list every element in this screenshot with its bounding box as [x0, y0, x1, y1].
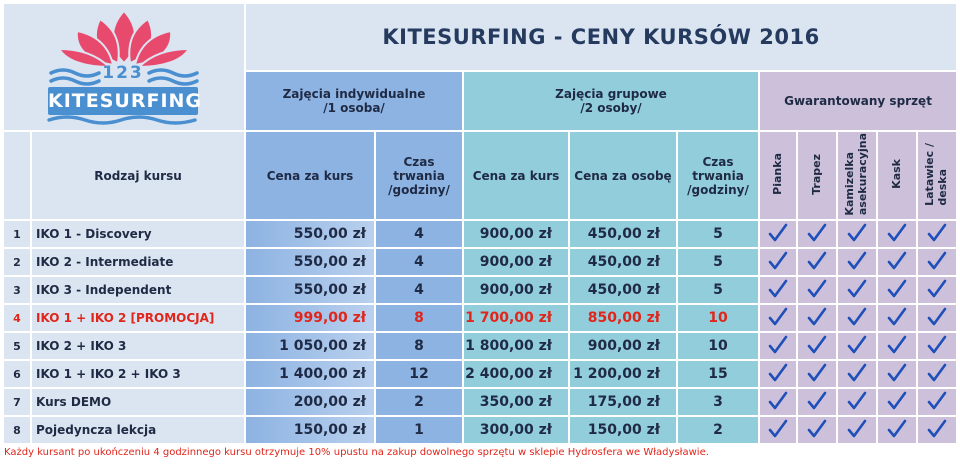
check-icon [886, 391, 908, 411]
individual-price: 200,00 zł [246, 389, 374, 415]
check-icon [846, 223, 868, 243]
equipment-included-cell [918, 249, 956, 275]
row-number: 3 [4, 277, 30, 303]
check-icon [767, 335, 789, 355]
equipment-included-cell [760, 361, 796, 387]
equipment-label: Kask [889, 159, 903, 189]
row-number: 7 [4, 389, 30, 415]
equipment-label-line2: asekuracyjna [856, 132, 869, 216]
equipment-header-4 [918, 132, 956, 219]
individual-time-header [376, 132, 462, 219]
check-icon [926, 335, 948, 355]
course-name: Kurs DEMO [32, 389, 244, 415]
group-price: 2 400,00 zł [464, 361, 568, 387]
check-icon [926, 279, 948, 299]
check-icon [926, 223, 948, 243]
footer-note: Każdy kursant po ukończeniu 4 godzinnego kursu otrzymuje 10% upustu na zakup dowolnego sprzętu w sklepie Hydrosfera we Władysławie. [4, 447, 709, 458]
equipment-label: Pianka [770, 153, 784, 195]
group-price: 900,00 zł [464, 249, 568, 275]
check-icon [886, 363, 908, 383]
individual-price: 150,00 zł [246, 417, 374, 443]
equipment-included-cell [838, 305, 876, 331]
group-person-price: 900,00 zł [570, 333, 676, 359]
group-person-price-header: Cena za osobę [570, 132, 676, 219]
equipment-included-cell [798, 361, 836, 387]
group-title: Zajęcia grupowe [555, 87, 667, 101]
check-icon [846, 335, 868, 355]
individual-price: 550,00 zł [246, 221, 374, 247]
equipment-included-cell [838, 221, 876, 247]
group-hours: 3 [678, 389, 758, 415]
group-price-header: Cena za kurs [464, 132, 568, 219]
equipment-label: Kamizelka [843, 151, 857, 216]
equipment-header-1 [798, 132, 836, 219]
equipment-included-cell [878, 305, 916, 331]
check-icon [806, 223, 828, 243]
equipment-included-cell [760, 249, 796, 275]
check-icon [846, 307, 868, 327]
group-subtitle: /2 osoby/ [580, 101, 642, 115]
equipment-included-cell [798, 417, 836, 443]
course-name: IKO 1 + IKO 2 [PROMOCJA] [32, 305, 244, 331]
equipment-included-cell [838, 417, 876, 443]
equipment-label: Latawiec / [923, 142, 937, 206]
logo [4, 5, 244, 129]
individual-time-unit: /godziny/ [388, 182, 450, 197]
title-row [4, 4, 956, 70]
group-price: 900,00 zł [464, 221, 568, 247]
equipment-included-cell [918, 389, 956, 415]
table-row [4, 333, 956, 359]
equipment-header-0 [760, 132, 796, 219]
group-price: 900,00 zł [464, 277, 568, 303]
course-name: Pojedyncza lekcja [32, 417, 244, 443]
check-icon [886, 307, 908, 327]
individual-hours: 2 [376, 389, 462, 415]
check-icon [886, 251, 908, 271]
page-title: KITESURFING - CENY KURSÓW 2016 [246, 4, 956, 70]
individual-time-label: Czas trwania [393, 154, 445, 183]
check-icon [767, 363, 789, 383]
check-icon [767, 419, 789, 439]
individual-subtitle: /1 osoba/ [323, 101, 385, 115]
table-row [4, 417, 956, 443]
equipment-included-cell [760, 333, 796, 359]
check-icon [806, 419, 828, 439]
check-icon [926, 363, 948, 383]
individual-hours: 1 [376, 417, 462, 443]
check-icon [926, 391, 948, 411]
individual-price: 550,00 zł [246, 249, 374, 275]
individual-hours: 4 [376, 221, 462, 247]
group-hours: 15 [678, 361, 758, 387]
individual-price: 1 050,00 zł [246, 333, 374, 359]
check-icon [886, 419, 908, 439]
check-icon [767, 391, 789, 411]
check-icon [767, 307, 789, 327]
equipment-included-cell [918, 221, 956, 247]
individual-hours: 8 [376, 305, 462, 331]
course-name: IKO 3 - Independent [32, 277, 244, 303]
check-icon [806, 391, 828, 411]
group-price: 350,00 zł [464, 389, 568, 415]
equipment-included-cell [798, 333, 836, 359]
equipment-included-cell [878, 249, 916, 275]
course-name: IKO 1 + IKO 2 + IKO 3 [32, 361, 244, 387]
check-icon [806, 335, 828, 355]
group-hours: 10 [678, 333, 758, 359]
table-row [4, 249, 956, 275]
equipment-included-cell [760, 221, 796, 247]
check-icon [846, 419, 868, 439]
logo-number: 123 [102, 63, 144, 83]
equipment-included-cell [838, 277, 876, 303]
individual-price-header: Cena za kurs [246, 132, 374, 219]
table-row [4, 277, 956, 303]
equipment-included-cell [760, 417, 796, 443]
check-icon [767, 251, 789, 271]
equipment-included-cell [838, 361, 876, 387]
table-row [4, 221, 956, 247]
column-header-row [4, 132, 956, 219]
equipment-included-cell [918, 361, 956, 387]
individual-group-header [246, 72, 462, 130]
equipment-included-cell [798, 305, 836, 331]
equipment-included-cell [878, 221, 916, 247]
equipment-included-cell [878, 333, 916, 359]
check-icon [886, 223, 908, 243]
individual-hours: 12 [376, 361, 462, 387]
check-icon [846, 391, 868, 411]
equipment-included-cell [838, 333, 876, 359]
equipment-included-cell [760, 277, 796, 303]
group-hours: 5 [678, 277, 758, 303]
individual-price: 1 400,00 zł [246, 361, 374, 387]
logo-name: KITESURFING [48, 87, 198, 115]
check-icon [767, 279, 789, 299]
equipment-included-cell [760, 305, 796, 331]
group-price: 300,00 zł [464, 417, 568, 443]
individual-title: Zajęcia indywidualne [282, 87, 426, 101]
table-row [4, 389, 956, 415]
row-number: 4 [4, 305, 30, 331]
course-name: IKO 2 - Intermediate [32, 249, 244, 275]
equipment-included-cell [760, 389, 796, 415]
equipment-label-line2: deska [936, 168, 950, 206]
equipment-header-3 [878, 132, 916, 219]
table-row [4, 361, 956, 387]
row-number: 2 [4, 249, 30, 275]
check-icon [846, 279, 868, 299]
course-name: IKO 1 - Discovery [32, 221, 244, 247]
row-number: 1 [4, 221, 30, 247]
number-header [4, 132, 30, 219]
check-icon [926, 419, 948, 439]
equipment-label: Trapez [809, 153, 823, 195]
check-icon [886, 279, 908, 299]
equipment-included-cell [798, 389, 836, 415]
check-icon [767, 223, 789, 243]
group-person-price: 450,00 zł [570, 277, 676, 303]
group-price: 1 700,00 zł [464, 305, 568, 331]
equipment-included-cell [878, 277, 916, 303]
check-icon [886, 335, 908, 355]
equipment-included-cell [798, 277, 836, 303]
group-person-price: 850,00 zł [570, 305, 676, 331]
check-icon [806, 307, 828, 327]
equipment-included-cell [918, 305, 956, 331]
logo-cell [4, 4, 244, 130]
check-icon [806, 251, 828, 271]
course-name: IKO 2 + IKO 3 [32, 333, 244, 359]
equipment-included-cell [798, 221, 836, 247]
course-type-header: Rodzaj kursu [32, 132, 244, 219]
equipment-included-cell [838, 249, 876, 275]
group-person-price: 450,00 zł [570, 249, 676, 275]
group-time-unit: /godziny/ [687, 182, 749, 197]
table-row [4, 305, 956, 331]
equipment-included-cell [798, 249, 836, 275]
group-person-price: 1 200,00 zł [570, 361, 676, 387]
equipment-header-2 [838, 132, 876, 219]
individual-price: 550,00 zł [246, 277, 374, 303]
group-person-price: 450,00 zł [570, 221, 676, 247]
row-number: 5 [4, 333, 30, 359]
check-icon [846, 251, 868, 271]
group-hours: 5 [678, 221, 758, 247]
row-number: 6 [4, 361, 30, 387]
row-number: 8 [4, 417, 30, 443]
group-group-header [464, 72, 758, 130]
group-person-price: 175,00 zł [570, 389, 676, 415]
group-person-price: 150,00 zł [570, 417, 676, 443]
individual-hours: 4 [376, 277, 462, 303]
individual-hours: 8 [376, 333, 462, 359]
check-icon [806, 279, 828, 299]
equipment-included-cell [918, 277, 956, 303]
equipment-included-cell [878, 361, 916, 387]
individual-hours: 4 [376, 249, 462, 275]
equipment-included-cell [878, 417, 916, 443]
equipment-included-cell [918, 333, 956, 359]
price-table [2, 2, 958, 445]
group-hours: 10 [678, 305, 758, 331]
equipment-included-cell [918, 417, 956, 443]
check-icon [926, 251, 948, 271]
equipment-included-cell [878, 389, 916, 415]
group-hours: 2 [678, 417, 758, 443]
individual-price: 999,00 zł [246, 305, 374, 331]
equipment-included-cell [838, 389, 876, 415]
equipment-group-header: Gwarantowany sprzęt [760, 72, 956, 130]
group-time-header [678, 132, 758, 219]
group-time-label: Czas trwania [692, 154, 744, 183]
group-hours: 5 [678, 249, 758, 275]
check-icon [846, 363, 868, 383]
check-icon [926, 307, 948, 327]
check-icon [806, 363, 828, 383]
group-price: 1 800,00 zł [464, 333, 568, 359]
